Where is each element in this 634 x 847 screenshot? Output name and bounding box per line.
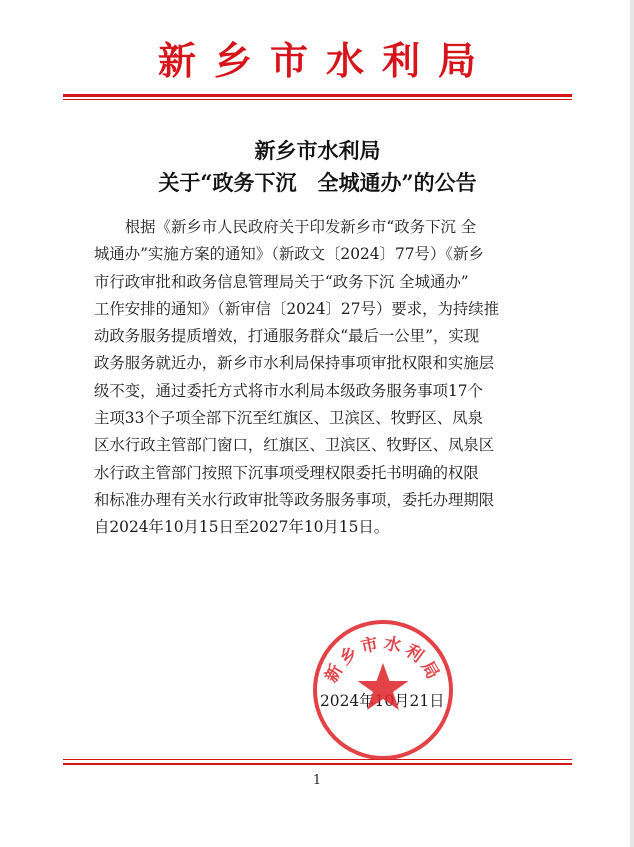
body-line: 主项33个子项全部下沉至红旗区、卫滨区、牧野区、凤泉: [94, 409, 483, 428]
page-number: 1: [312, 773, 322, 788]
body-line: 动政务服务提质增效，打通服务群众“最后一公里”，实现: [94, 327, 480, 346]
body-line: 工作安排的通知》（新审信〔2024〕27号）要求，为持续推: [94, 299, 500, 318]
body-line: 水行政主管部门按照下沉事项受理权限委托书明确的权限: [94, 463, 479, 482]
letterhead-title: 新乡市水利局: [157, 39, 494, 83]
body-line: 政务服务就近办，新乡市水利局保持事项审批权限和实施层: [94, 354, 495, 373]
notice-title-line-2: 关于“政务下沉 全城通办”的公告: [158, 170, 477, 195]
page-edge: [630, 0, 634, 847]
body-line: 市行政审批和政务信息管理局关于“政务下沉 全城通办”: [94, 272, 469, 291]
notice-date: 2024年10月21日: [320, 692, 445, 710]
body-line: 自2024年10月15日至2027年10月15日。: [94, 518, 390, 537]
notice-body: [94, 214, 560, 542]
official-seal-stamp: [308, 615, 458, 765]
body-line: 级不变，通过委托方式将市水利局本级政务服务事项17个: [94, 381, 483, 400]
body-line: 城通办”实施方案的通知》（新政文〔2024〕77号）《新乡: [94, 245, 484, 264]
notice-title-line-1: 新乡市水利局: [254, 138, 381, 163]
body-line: 区水行政主管部门窗口，红旗区、卫滨区、牧野区、凤泉区: [94, 436, 495, 455]
body-line: 根据《新乡市人民政府关于印发新乡市“政务下沉 全: [94, 218, 477, 236]
seal-text: 新乡市水利局: [321, 633, 445, 687]
body-line: 和标准办理有关水行政审批等政务服务事项，委托办理期限: [94, 490, 495, 509]
letterhead-rule-thick: [63, 94, 572, 97]
letterhead-rule-thin: [63, 99, 572, 100]
seal-star-icon: [358, 663, 409, 710]
